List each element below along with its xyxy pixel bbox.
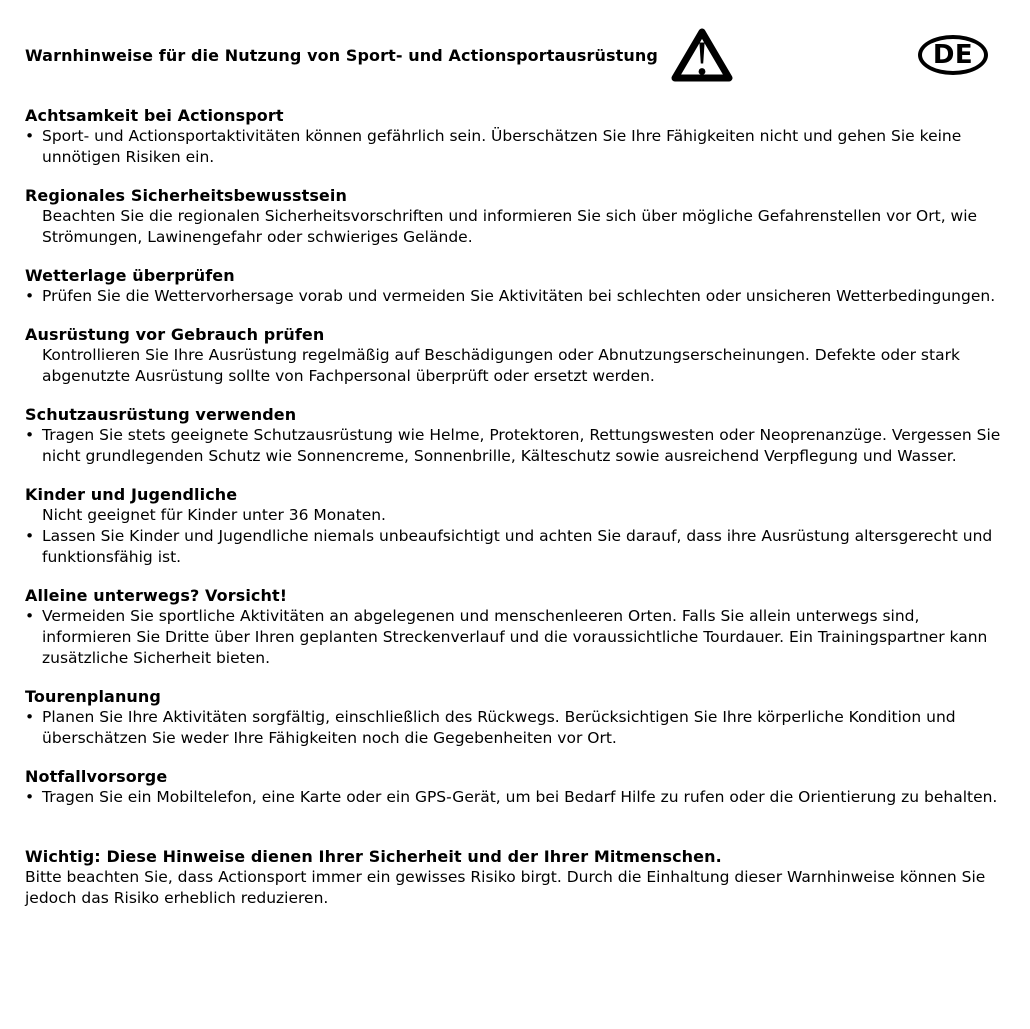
section-heading: Schutzausrüstung verwenden — [25, 405, 297, 424]
item-text: Beachten Sie die regionalen Sicherheitsvorschriften und informieren Sie sich über mögliche Gefahrenstellen vor Ort, wie Strömungen, Lawinengefahr oder schwieriges Gelände. — [42, 207, 978, 246]
warning-triangle-icon — [671, 27, 733, 84]
bullet-marker — [25, 206, 42, 248]
section-heading: Notfallvorsorge — [25, 767, 168, 786]
list-item — [25, 206, 1010, 248]
item-text: Tragen Sie ein Mobiltelefon, eine Karte oder ein GPS-Gerät, um bei Bedarf Hilfe zu rufen oder die Orientierung zu behalten. — [42, 788, 998, 806]
section-kinder — [25, 484, 1010, 568]
section-heading: Regionales Sicherheitsbewusstsein — [25, 186, 347, 205]
footer-emphasis: Wichtig: Diese Hinweise dienen Ihrer Sicherheit und der Ihrer Mitmenschen. — [25, 847, 722, 866]
section-heading: Wetterlage überprüfen — [25, 266, 235, 285]
page-title: Warnhinweise für die Nutzung von Sport- und Actionsportausrüstung — [25, 45, 658, 65]
document-header — [25, 25, 1010, 85]
bullet-marker: • — [25, 127, 35, 145]
list-item — [25, 345, 1010, 387]
list-item — [25, 126, 1010, 168]
footer-text: Bitte beachten Sie, dass Actionsport immer ein gewisses Risiko birgt. Durch die Einhaltung dieser Warnhinweise können Sie jedoch das Risiko erheblich reduzieren. — [25, 868, 986, 907]
bullet-marker: • — [25, 788, 35, 806]
section-heading: Alleine unterwegs? Vorsicht! — [25, 586, 288, 605]
section-heading: Achtsamkeit bei Actionsport — [25, 106, 284, 125]
section-alleine — [25, 585, 1010, 669]
item-text: Sport- und Actionsportaktivitäten können gefährlich sein. Überschätzen Sie Ihre Fähigkeiten nicht und gehen Sie keine unnötigen Risiken ein. — [42, 127, 962, 166]
section-notfallvorsorge — [25, 766, 1010, 808]
section-ausruestung — [25, 324, 1010, 387]
warning-sections — [25, 105, 1010, 808]
list-item — [25, 526, 1010, 568]
list-item — [25, 425, 1010, 467]
list-item — [25, 787, 1010, 808]
item-text: Kontrollieren Sie Ihre Ausrüstung regelmäßig auf Beschädigungen oder Abnutzungserscheinungen. Defekte oder stark abgenutzte Ausrüstung sollte von Fachpersonal überprüft oder ersetzt werden. — [42, 346, 960, 385]
bullet-marker: • — [25, 287, 35, 305]
bullet-marker: • — [25, 708, 35, 726]
item-text: Planen Sie Ihre Aktivitäten sorgfältig, einschließlich des Rückwegs. Berücksichtigen Sie Ihre körperliche Kondition und überschätzen Sie weder Ihre Fähigkeiten noch die Gegebenheiten vor Ort. — [42, 708, 956, 747]
section-wetterlage — [25, 265, 1010, 307]
list-item — [25, 606, 1010, 669]
bullet-marker — [25, 505, 42, 526]
bullet-marker: • — [25, 607, 35, 625]
list-item — [25, 286, 1010, 307]
footer-note — [25, 846, 1010, 909]
list-item — [25, 505, 1010, 526]
section-achtsamkeit — [25, 105, 1010, 168]
section-heading: Kinder und Jugendliche — [25, 485, 238, 504]
item-text: Lassen Sie Kinder und Jugendliche niemals unbeaufsichtigt und achten Sie darauf, dass ihre Ausrüstung altersgerecht und funktionsfähig ist. — [42, 527, 993, 566]
item-text: Vermeiden Sie sportliche Aktivitäten an abgelegenen und menschenleeren Orten. Falls Sie allein unterwegs sind, informieren Sie Dritte über Ihren geplanten Streckenverlauf und die voraussichtliche Tourdauer. Ein Trainingspartner kann zusätzliche Sicherheit bieten. — [42, 607, 988, 667]
bullet-marker: • — [25, 527, 35, 545]
section-heading: Tourenplanung — [25, 687, 161, 706]
section-heading: Ausrüstung vor Gebrauch prüfen — [25, 325, 325, 344]
list-item — [25, 707, 1010, 749]
item-text: Nicht geeignet für Kinder unter 36 Monaten. — [42, 506, 386, 524]
bullet-marker: • — [25, 426, 35, 444]
language-badge-label: DE — [932, 40, 974, 70]
item-text: Prüfen Sie die Wettervorhersage vorab und vermeiden Sie Aktivitäten bei schlechten oder unsicheren Wetterbedingungen. — [42, 287, 996, 305]
section-tourenplanung — [25, 686, 1010, 749]
section-regionales — [25, 185, 1010, 248]
item-text: Tragen Sie stets geeignete Schutzausrüstung wie Helme, Protektoren, Rettungswesten oder Neoprenanzüge. Vergessen Sie nicht grundlegenden Schutz wie Sonnencreme, Sonnenbrille, Kälteschutz sowie ausreichend Verpflegung und Wasser. — [42, 426, 1001, 465]
language-badge-de — [918, 35, 988, 75]
bullet-marker — [25, 345, 42, 387]
section-schutzausruestung — [25, 404, 1010, 467]
